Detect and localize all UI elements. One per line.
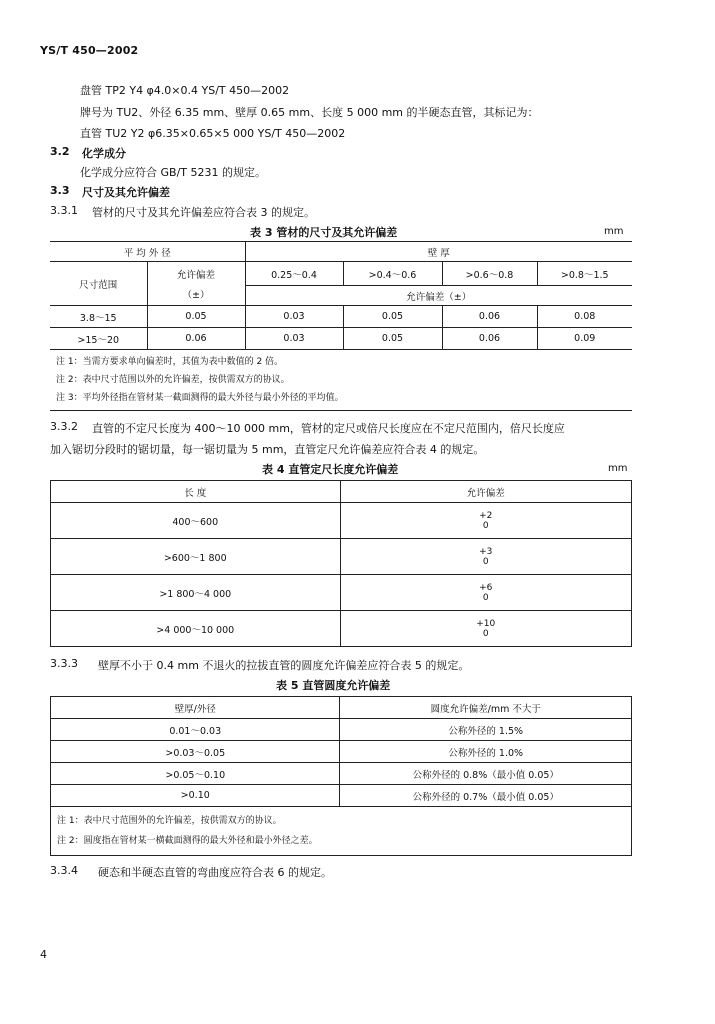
table5-cell-ratio: >0.10 [51,785,340,807]
table-row [51,741,632,763]
table-row [51,719,632,741]
intro-line-2: 牌号为 TU2、外径 6.35 mm、壁厚 0.65 mm、长度 5 000 mm 的半硬态直管，其标记为： [80,106,539,119]
section-3-3-number: 3.3 [50,184,70,197]
table3-cell-avg-tol: 0.06 [147,328,245,350]
table3-cell-w4: 0.09 [537,328,632,350]
table5-note: 注 2：圆度指在管材某一横截面测得的最大外径和最小外径之差。 [57,836,318,846]
table3-wall-range: 0.25～0.4 [245,262,343,286]
table-row [51,503,632,539]
table3-group-avg: 平 均 外 径 [50,242,245,262]
intro-line-1: 盘管 TP2 Y4 φ4.0×0.4 YS/T 450—2002 [80,84,290,97]
table5-cell-ratio: >0.03～0.05 [51,741,340,763]
table4-tol-plus: +6 [479,582,493,593]
table-row [51,575,632,611]
table4-tol-minus: 0 [482,556,489,567]
table3-wall-range: >0.4～0.6 [343,262,442,286]
table4-caption: 表 4 直管定尺长度允许偏差 [262,463,399,476]
table4-cell-len: >600～1 800 [51,539,341,575]
table4-cell-len: 400～600 [51,503,341,539]
table3-cell-size: 3.8～15 [50,306,147,328]
table4-cell-tol [340,539,632,575]
table3-cell-w2: 0.05 [343,306,442,328]
table3-wall-range: >0.8～1.5 [537,262,632,286]
intro-line-3: 直管 TU2 Y2 φ6.35×0.65×5 000 YS/T 450—2002 [80,127,346,140]
table5-cell-ratio: >0.05～0.10 [51,763,340,785]
section-3-3-3-text: 壁厚不小于 0.4 mm 不退火的拉拔直管的圆度允许偏差应符合表 5 的规定。 [98,659,470,672]
table4-tol-minus: 0 [482,628,489,639]
table3 [50,241,632,411]
page-number: 4 [40,948,47,961]
table3-note: 注 2：表中尺寸范围以外的允许偏差，按供需双方的协议。 [56,375,290,385]
table3-cell-w3: 0.06 [442,328,537,350]
table4-cell-len: >4 000～10 000 [51,611,341,647]
table4 [50,480,632,647]
table5-cell-ratio: 0.01～0.03 [51,719,340,741]
section-3-3-1-text: 管材的尺寸及其允许偏差应符合表 3 的规定。 [92,206,315,219]
table-row [51,763,632,785]
section-3-3-title: 尺寸及其允许偏差 [82,186,170,199]
table-row [50,306,632,328]
table5-col-ratio: 壁厚/外径 [51,697,340,719]
table3-col-tol [147,262,245,306]
table3-caption: 表 3 管材的尺寸及其允许偏差 [250,226,398,239]
table-row [51,785,632,807]
table3-col-tol-label: 允许偏差 [176,269,215,281]
table5 [50,696,632,856]
table3-note: 注 1：当需方要求单向偏差时，其值为表中数值的 2 倍。 [56,357,284,367]
table4-cell-len: >1 800～4 000 [51,575,341,611]
section-3-2-text: 化学成分应符合 GB/T 5231 的规定。 [80,166,266,179]
table5-cell-tol: 公称外径的 0.8%（最小值 0.05） [340,763,632,785]
table4-tol-minus: 0 [482,592,489,603]
section-3-3-2-line2: 加入锯切分段时的锯切量，每一锯切量为 5 mm，直管定尺允许偏差应符合表 4 的规定。 [50,443,485,456]
section-3-3-4-text: 硬态和半硬态直管的弯曲度应符合表 6 的规定。 [98,866,332,879]
section-3-2-number: 3.2 [50,145,70,158]
table3-unit: mm [604,226,624,237]
table4-cell-tol [340,575,632,611]
table3-cell-w1: 0.03 [245,328,343,350]
section-3-3-3-number: 3.3.3 [50,657,78,670]
table4-col-len: 长 度 [51,481,341,503]
table4-tol-plus: +2 [479,510,493,521]
table5-note: 注 1：表中尺寸范围外的允许偏差，按供需双方的协议。 [57,816,282,826]
table3-cell-size: >15～20 [50,328,147,350]
section-3-3-4-number: 3.3.4 [50,864,78,877]
table3-cell-w4: 0.08 [537,306,632,328]
table3-col-tol-sign: （±） [182,289,210,301]
table4-tol-plus: +10 [476,618,496,629]
table4-unit: mm [608,463,628,474]
table3-cell-w1: 0.03 [245,306,343,328]
table5-col-tol: 圆度允许偏差/mm 不大于 [340,697,632,719]
table-row [50,328,632,350]
table4-tol-plus: +3 [479,546,493,557]
section-3-3-1-number: 3.3.1 [50,204,78,217]
table5-notes [51,807,632,856]
table3-note: 注 3：平均外径指在管材某一截面测得的最大外径与最小外径的平均值。 [56,393,344,403]
table3-wall-range: >0.6～0.8 [442,262,537,286]
table5-cell-tol: 公称外径的 0.7%（最小值 0.05） [340,785,632,807]
table-row [51,539,632,575]
section-3-3-2-line1: 直管的不定尺长度为 400～10 000 mm，管材的定尺或倍尺长度应在不定尺范围内，倍尺长度应 [92,422,565,435]
table3-group-wall: 壁 厚 [245,242,632,262]
table3-col-size: 尺寸范围 [50,262,147,306]
section-3-2-title: 化学成分 [82,147,126,160]
standard-header: YS/T 450—2002 [40,44,139,57]
table5-cell-tol: 公称外径的 1.0% [340,741,632,763]
table3-cell-w3: 0.06 [442,306,537,328]
table5-caption: 表 5 直管圆度允许偏差 [276,679,391,692]
table3-wall-tol: 允许偏差（±） [245,286,632,306]
table4-cell-tol [340,503,632,539]
table3-cell-avg-tol: 0.05 [147,306,245,328]
table5-cell-tol: 公称外径的 1.5% [340,719,632,741]
table4-col-tol: 允许偏差 [340,481,632,503]
table3-cell-w2: 0.05 [343,328,442,350]
table4-tol-minus: 0 [482,520,489,531]
table3-notes [50,350,632,411]
table-row [51,611,632,647]
section-3-3-2-number: 3.3.2 [50,420,78,433]
table4-cell-tol [340,611,632,647]
